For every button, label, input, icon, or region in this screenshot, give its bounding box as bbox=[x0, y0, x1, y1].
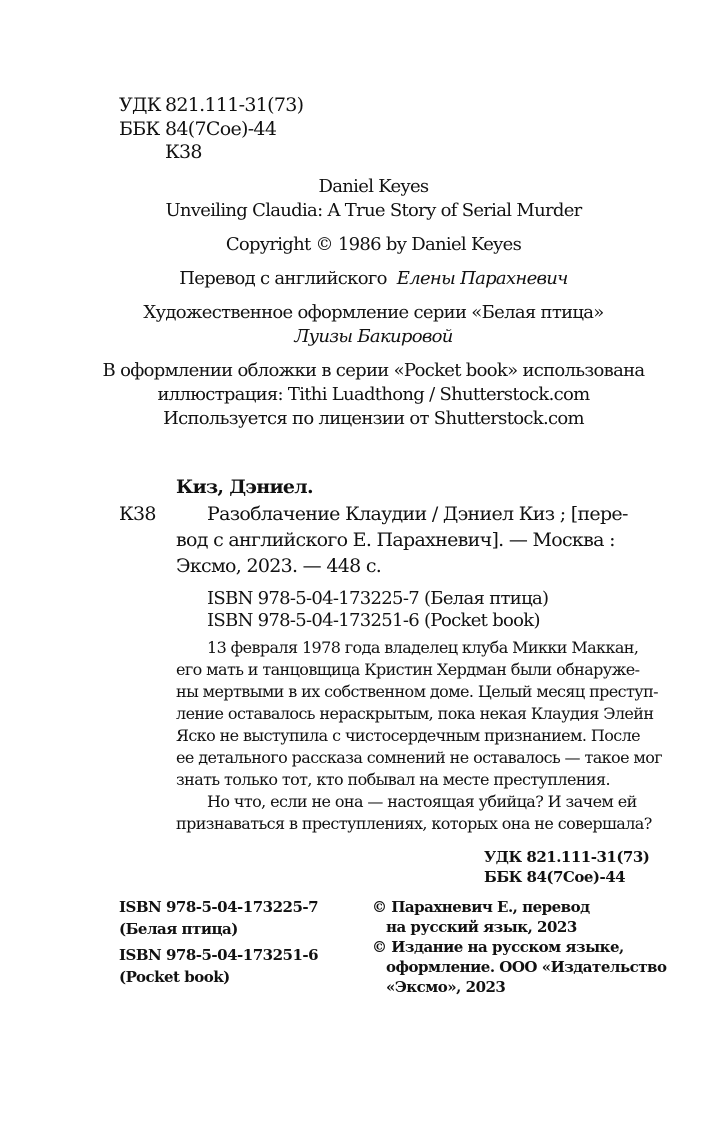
footer-copyright-4: оформление. ООО «Издательство bbox=[386, 958, 667, 976]
footer-copyright-5: «Эксмо», 2023 bbox=[386, 978, 506, 996]
udk-value: 821.111-31(73) bbox=[165, 94, 304, 116]
original-copyright: Copyright © 1986 by Daniel Keyes bbox=[225, 234, 522, 255]
catalog-isbn-1: ISBN 978-5-04-173225-7 (Белая птица) bbox=[207, 588, 549, 609]
udk-header bbox=[119, 94, 303, 116]
catalog-mark: К38 bbox=[119, 503, 156, 525]
translation-prefix: Перевод с английского bbox=[179, 268, 387, 289]
footer-copyright-3: © Издание на русском языке, bbox=[372, 938, 624, 956]
annotation-line-1: 13 февраля 1978 года владелец клуба Микки Маккан, bbox=[207, 638, 639, 657]
author-mark: К38 bbox=[165, 141, 202, 163]
bbk-value: 84(7Сое)-44 bbox=[165, 118, 277, 140]
annotation-line-6: ее детального рассказа сомнений не оставалось — такое мог bbox=[176, 748, 663, 767]
bbk-header bbox=[119, 118, 276, 140]
catalog-isbn-2: ISBN 978-5-04-173251-6 (Pocket book) bbox=[207, 610, 540, 631]
cover-credit-line-3: Используется по лицензии от Shutterstock.com bbox=[163, 408, 584, 429]
footer-isbn-2: ISBN 978-5-04-173251-6 bbox=[119, 946, 319, 964]
annotation-line-2: его мать и танцовщица Кристин Хердман были обнаруже- bbox=[176, 660, 640, 679]
original-author: Daniel Keyes bbox=[318, 176, 429, 197]
catalog-description-3: Эксмо, 2023. — 448 с. bbox=[176, 555, 382, 577]
cover-credit-line-1: В оформлении обложки в серии «Pocket book» использована bbox=[102, 360, 645, 381]
annotation-line-9: признаваться в преступлениях, которых она не совершала? bbox=[176, 814, 652, 833]
bbk-label: ББК bbox=[119, 118, 160, 140]
footer-isbn-1-series: (Белая птица) bbox=[119, 920, 238, 938]
footer-isbn-2-series: (Pocket book) bbox=[119, 968, 230, 986]
series-designer-name: Луизы Бакировой bbox=[294, 326, 453, 347]
translator-name: Елены Парахневич bbox=[396, 268, 568, 289]
classification-bbk: ББК 84(7Сое)-44 bbox=[484, 868, 626, 886]
footer-isbn-1: ISBN 978-5-04-173225-7 bbox=[119, 898, 319, 916]
udk-label: УДК bbox=[119, 94, 161, 116]
classification-udk: УДК 821.111-31(73) bbox=[484, 848, 650, 866]
annotation-line-7: знать только тот, кто побывал на месте преступления. bbox=[176, 770, 610, 789]
annotation-line-8: Но что, если не она — настоящая убийца? И зачем ей bbox=[207, 792, 637, 811]
series-design-line: Художественное оформление серии «Белая птица» bbox=[143, 302, 604, 323]
catalog-author-heading: Киз, Дэниел. bbox=[176, 476, 313, 498]
catalog-description-1: Разоблачение Клаудии / Дэниел Киз ; [пере- bbox=[207, 503, 628, 525]
footer-copyright-1: © Парахневич Е., перевод bbox=[372, 898, 590, 916]
annotation-line-4: ление оставалось нераскрытым, пока некая Клаудия Элейн bbox=[176, 704, 654, 723]
translation-line bbox=[0, 268, 709, 289]
cover-credit-line-2: иллюстрация: Tithi Luadthong / Shutterstock.com bbox=[157, 384, 590, 405]
annotation-line-5: Яско не выступила с чистосердечным признанием. После bbox=[176, 726, 641, 745]
catalog-description-2: вод с английского Е. Парахневич]. — Москва : bbox=[176, 529, 615, 551]
original-title: Unveiling Claudia: A True Story of Serial Murder bbox=[165, 200, 582, 221]
annotation-line-3: ны мертвыми в их собственном доме. Целый месяц преступ- bbox=[176, 682, 658, 701]
footer-copyright-2: на русский язык, 2023 bbox=[386, 918, 577, 936]
